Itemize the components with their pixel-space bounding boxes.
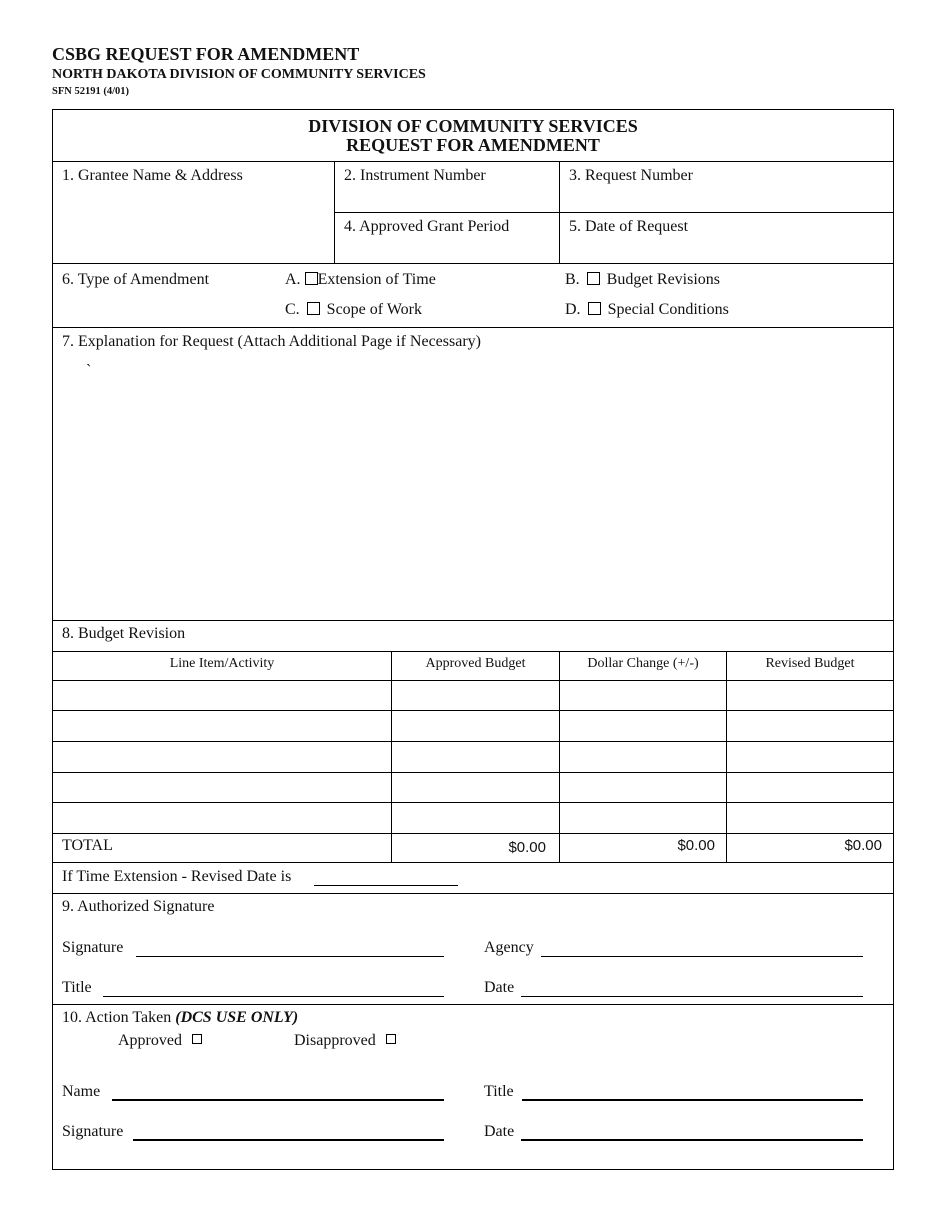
extension-of-time-label: Extension of Time bbox=[317, 271, 436, 288]
action-title-field[interactable] bbox=[522, 1099, 863, 1101]
dcs-use-only-note: (DCS USE ONLY) bbox=[175, 1009, 299, 1026]
instrument-number-label: 2. Instrument Number bbox=[344, 167, 486, 184]
section-title-line1: DIVISION OF COMMUNITY SERVICES bbox=[308, 116, 638, 136]
action-date-field[interactable] bbox=[521, 1139, 863, 1141]
option-budget-revisions bbox=[565, 271, 720, 289]
total-label: TOTAL bbox=[62, 837, 113, 854]
section-title-line2: REQUEST FOR AMENDMENT bbox=[346, 135, 600, 155]
budget-row-3[interactable] bbox=[53, 742, 391, 772]
budget-revisions-label: Budget Revisions bbox=[606, 271, 721, 288]
revised-date-field[interactable] bbox=[314, 885, 458, 886]
explanation-text-area[interactable] bbox=[60, 355, 885, 613]
name-field[interactable] bbox=[112, 1099, 444, 1101]
extension-of-time-checkbox[interactable] bbox=[305, 272, 318, 285]
action-signature-label: Signature bbox=[62, 1123, 124, 1140]
approved-label: Approved bbox=[118, 1032, 182, 1049]
disapproved-checkbox[interactable] bbox=[386, 1034, 396, 1044]
signature-label: Signature bbox=[62, 939, 124, 956]
name-label: Name bbox=[62, 1083, 101, 1100]
budget-revisions-checkbox[interactable] bbox=[587, 272, 600, 285]
option-a-letter: A. bbox=[285, 271, 301, 288]
col-header-dollar-change: Dollar Change (+/-) bbox=[587, 656, 699, 671]
budget-row-4[interactable] bbox=[53, 773, 391, 802]
action-signature-field[interactable] bbox=[133, 1139, 444, 1141]
form-title: CSBG REQUEST FOR AMENDMENT bbox=[52, 44, 360, 64]
type-of-amendment-label: 6. Type of Amendment bbox=[62, 271, 210, 288]
budget-row-5[interactable] bbox=[53, 803, 391, 833]
total-approved-budget: $0.00 bbox=[508, 839, 546, 856]
agency-field[interactable] bbox=[541, 956, 863, 957]
action-date-label: Date bbox=[484, 1123, 515, 1140]
budget-row-2[interactable] bbox=[53, 711, 391, 741]
col-header-approved-budget: Approved Budget bbox=[425, 656, 526, 671]
disapproved-option bbox=[294, 1032, 396, 1050]
option-scope-of-work bbox=[285, 301, 422, 319]
time-extension-label: If Time Extension - Revised Date is bbox=[62, 868, 292, 885]
agency-name: NORTH DAKOTA DIVISION OF COMMUNITY SERVICES bbox=[52, 67, 426, 82]
approved-grant-period-label: 4. Approved Grant Period bbox=[344, 218, 510, 235]
scope-of-work-checkbox[interactable] bbox=[307, 302, 320, 315]
option-special-conditions bbox=[565, 301, 729, 319]
title-field[interactable] bbox=[103, 996, 444, 997]
total-dollar-change: $0.00 bbox=[677, 837, 715, 854]
option-extension-of-time bbox=[285, 271, 436, 289]
action-taken-prefix: 10. Action Taken bbox=[62, 1009, 172, 1026]
option-c-letter: C. bbox=[285, 301, 300, 318]
special-conditions-checkbox[interactable] bbox=[588, 302, 601, 315]
agency-label: Agency bbox=[484, 939, 534, 956]
explanation-text-mark: ` bbox=[86, 362, 92, 379]
disapproved-label: Disapproved bbox=[294, 1032, 376, 1049]
approved-option bbox=[118, 1032, 202, 1050]
action-taken-label bbox=[62, 1009, 298, 1027]
signature-field[interactable] bbox=[136, 956, 444, 957]
approved-checkbox[interactable] bbox=[192, 1034, 202, 1044]
authorized-signature-label: 9. Authorized Signature bbox=[62, 898, 215, 915]
option-d-letter: D. bbox=[565, 301, 581, 318]
date-of-request-label: 5. Date of Request bbox=[569, 218, 689, 235]
col-header-line-item: Line Item/Activity bbox=[169, 656, 275, 671]
grantee-name-address-label: 1. Grantee Name & Address bbox=[62, 167, 243, 184]
explanation-label: 7. Explanation for Request (Attach Additional Page if Necessary) bbox=[62, 333, 481, 350]
title-label: Title bbox=[62, 979, 92, 996]
special-conditions-label: Special Conditions bbox=[607, 301, 729, 318]
scope-of-work-label: Scope of Work bbox=[326, 301, 422, 318]
col-header-revised-budget: Revised Budget bbox=[765, 656, 855, 671]
date-field[interactable] bbox=[521, 996, 863, 997]
budget-revision-label: 8. Budget Revision bbox=[62, 625, 186, 642]
budget-row-1[interactable] bbox=[53, 681, 391, 710]
date-label: Date bbox=[484, 979, 515, 996]
form-id: SFN 52191 (4/01) bbox=[52, 86, 129, 97]
option-b-letter: B. bbox=[565, 271, 580, 288]
action-title-label: Title bbox=[484, 1083, 514, 1100]
total-revised-budget: $0.00 bbox=[844, 837, 882, 854]
request-number-label: 3. Request Number bbox=[569, 167, 693, 184]
